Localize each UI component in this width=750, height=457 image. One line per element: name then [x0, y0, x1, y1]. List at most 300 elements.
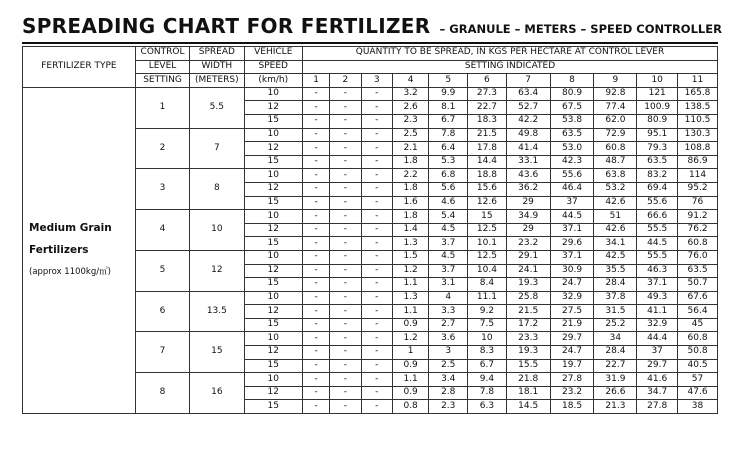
quantity-cell: - — [330, 332, 361, 346]
quantity-cell: 121 — [637, 87, 678, 101]
header-control-line2: LEVEL — [135, 60, 189, 74]
control-level-cell: 6 — [135, 291, 189, 332]
quantity-cell: - — [361, 305, 392, 319]
vehicle-speed-cell: 10 — [244, 291, 303, 305]
quantity-cell: - — [330, 291, 361, 305]
quantity-cell: 52.7 — [506, 101, 550, 115]
quantity-cell: - — [361, 87, 392, 101]
quantity-cell: - — [330, 305, 361, 319]
quantity-cell: 29.7 — [550, 332, 594, 346]
quantity-cell: 1.3 — [392, 291, 429, 305]
quantity-cell: 31.5 — [594, 305, 637, 319]
quantity-cell: - — [303, 128, 330, 142]
quantity-cell: 72.9 — [594, 128, 637, 142]
quantity-cell: 63.5 — [550, 128, 594, 142]
fertilizer-name-line2: Fertilizers — [29, 244, 89, 257]
quantity-cell: 4 — [429, 291, 468, 305]
quantity-cell: 29 — [506, 223, 550, 237]
quantity-cell: 0.9 — [392, 359, 429, 373]
quantity-cell: 1.1 — [392, 305, 429, 319]
quantity-cell: 24.7 — [550, 346, 594, 360]
quantity-cell: - — [303, 101, 330, 115]
quantity-cell: 14.4 — [468, 155, 507, 169]
quantity-cell: - — [361, 346, 392, 360]
quantity-cell: 51 — [594, 210, 637, 224]
quantity-cell: 22.7 — [468, 101, 507, 115]
quantity-cell: - — [303, 237, 330, 251]
control-level-cell: 7 — [135, 332, 189, 373]
quantity-cell: 10.4 — [468, 264, 507, 278]
quantity-cell: 4.5 — [429, 223, 468, 237]
quantity-cell: 69.4 — [637, 182, 678, 196]
header-control-line3: SETTING — [135, 74, 189, 88]
quantity-cell: 92.8 — [594, 87, 637, 101]
header-vehicle-line1: VEHICLE — [244, 47, 303, 61]
quantity-cell: 3.2 — [392, 87, 429, 101]
control-level-cell: 8 — [135, 373, 189, 414]
quantity-cell: 5.6 — [429, 182, 468, 196]
quantity-cell: 25.2 — [594, 318, 637, 332]
quantity-cell: 4.5 — [429, 250, 468, 264]
quantity-cell: 34.1 — [594, 237, 637, 251]
vehicle-speed-cell: 12 — [244, 305, 303, 319]
quantity-cell: 6.8 — [429, 169, 468, 183]
header-spread-line1: SPREAD — [190, 47, 244, 61]
quantity-cell: 6.7 — [429, 114, 468, 128]
quantity-cell: - — [303, 373, 330, 387]
quantity-cell: 2.7 — [429, 318, 468, 332]
title-subtitle: – GRANULE – METERS – SPEED CONTROLLER — [439, 22, 722, 36]
quantity-cell: - — [303, 359, 330, 373]
quantity-cell: 1.8 — [392, 182, 429, 196]
header-control-line1: CONTROL — [135, 47, 189, 61]
spreading-chart-table — [22, 46, 718, 414]
vehicle-speed-cell: 15 — [244, 400, 303, 414]
vehicle-speed-cell: 15 — [244, 196, 303, 210]
quantity-cell: 10.1 — [468, 237, 507, 251]
chart-title — [22, 14, 722, 40]
quantity-cell: 0.8 — [392, 400, 429, 414]
control-level-cell: 3 — [135, 169, 189, 210]
header-lever-setting: 1 — [303, 74, 330, 88]
quantity-cell: - — [330, 237, 361, 251]
quantity-cell: 18.5 — [550, 400, 594, 414]
header-lever-setting: 8 — [550, 74, 594, 88]
vehicle-speed-cell: 12 — [244, 386, 303, 400]
header-vehicle-line2: SPEED — [244, 60, 303, 74]
quantity-cell: 37.1 — [550, 223, 594, 237]
quantity-cell: - — [330, 128, 361, 142]
quantity-cell: - — [330, 359, 361, 373]
quantity-cell: - — [303, 332, 330, 346]
control-level-cell: 5 — [135, 250, 189, 291]
quantity-cell: - — [303, 305, 330, 319]
quantity-cell: 41.6 — [637, 373, 678, 387]
quantity-cell: 24.1 — [506, 264, 550, 278]
control-level-cell: 4 — [135, 210, 189, 251]
quantity-cell: - — [303, 291, 330, 305]
quantity-cell: - — [361, 114, 392, 128]
quantity-cell: - — [330, 373, 361, 387]
quantity-cell: 1.1 — [392, 373, 429, 387]
spread-width-cell: 12 — [190, 250, 244, 291]
quantity-cell: 19.3 — [506, 278, 550, 292]
quantity-cell: 3.7 — [429, 264, 468, 278]
quantity-cell: 17.2 — [506, 318, 550, 332]
quantity-cell: 77.4 — [594, 101, 637, 115]
quantity-cell: - — [303, 87, 330, 101]
quantity-cell: 19.7 — [550, 359, 594, 373]
quantity-cell: 3.6 — [429, 332, 468, 346]
vehicle-speed-cell: 10 — [244, 332, 303, 346]
header-lever-setting: 5 — [429, 74, 468, 88]
quantity-cell: 46.4 — [550, 182, 594, 196]
quantity-cell: - — [303, 386, 330, 400]
quantity-cell: - — [330, 87, 361, 101]
quantity-cell: - — [361, 155, 392, 169]
quantity-cell: 32.9 — [550, 291, 594, 305]
quantity-cell: - — [303, 114, 330, 128]
quantity-cell: 63.5 — [637, 155, 678, 169]
fertilizer-density: (approx 1100kg/㎥) — [29, 267, 111, 278]
quantity-cell: 8.3 — [468, 346, 507, 360]
quantity-cell: 91.2 — [678, 210, 718, 224]
spread-width-cell: 13.5 — [190, 291, 244, 332]
quantity-cell: 110.5 — [678, 114, 718, 128]
quantity-cell: 35.5 — [594, 264, 637, 278]
quantity-cell: 3.3 — [429, 305, 468, 319]
quantity-cell: 9.9 — [429, 87, 468, 101]
quantity-cell: 28.4 — [594, 346, 637, 360]
table-row — [23, 87, 718, 101]
quantity-cell: 28.4 — [594, 278, 637, 292]
quantity-cell: - — [361, 332, 392, 346]
quantity-cell: - — [330, 278, 361, 292]
quantity-cell: 11.1 — [468, 291, 507, 305]
spread-width-cell: 5.5 — [190, 87, 244, 128]
quantity-cell: 21.5 — [468, 128, 507, 142]
quantity-cell: 22.7 — [594, 359, 637, 373]
quantity-cell: 15 — [468, 210, 507, 224]
quantity-cell: 41.4 — [506, 142, 550, 156]
quantity-cell: 21.5 — [506, 305, 550, 319]
quantity-cell: 1.5 — [392, 250, 429, 264]
quantity-cell: 1.2 — [392, 264, 429, 278]
quantity-cell: - — [361, 373, 392, 387]
quantity-cell: 29 — [506, 196, 550, 210]
quantity-cell: 18.8 — [468, 169, 507, 183]
quantity-cell: 86.9 — [678, 155, 718, 169]
quantity-cell: 9.4 — [468, 373, 507, 387]
quantity-cell: - — [303, 278, 330, 292]
quantity-cell: 67.5 — [550, 101, 594, 115]
quantity-cell: 1.3 — [392, 237, 429, 251]
quantity-cell: 26.6 — [594, 386, 637, 400]
quantity-cell: - — [330, 114, 361, 128]
quantity-cell: 3.1 — [429, 278, 468, 292]
quantity-cell: 34.9 — [506, 210, 550, 224]
vehicle-speed-cell: 15 — [244, 278, 303, 292]
quantity-cell: - — [303, 182, 330, 196]
header-quantity-line1: QUANTITY TO BE SPREAD, IN KGS PER HECTARE AT CONTROL LEVER — [303, 47, 718, 61]
spread-width-cell: 7 — [190, 128, 244, 169]
vehicle-speed-cell: 15 — [244, 155, 303, 169]
quantity-cell: 46.3 — [637, 264, 678, 278]
quantity-cell: 60.8 — [678, 332, 718, 346]
quantity-cell: 40.5 — [678, 359, 718, 373]
quantity-cell: 19.3 — [506, 346, 550, 360]
quantity-cell: 31.9 — [594, 373, 637, 387]
quantity-cell: 43.6 — [506, 169, 550, 183]
quantity-cell: 63.8 — [594, 169, 637, 183]
quantity-cell: 66.6 — [637, 210, 678, 224]
fertilizer-name-line1: Medium Grain — [29, 222, 112, 235]
quantity-cell: 53.8 — [550, 114, 594, 128]
quantity-cell: 21.3 — [594, 400, 637, 414]
quantity-cell: - — [330, 142, 361, 156]
quantity-cell: 12.5 — [468, 250, 507, 264]
header-vehicle-line3: (km/h) — [244, 74, 303, 88]
quantity-cell: 1 — [392, 346, 429, 360]
quantity-cell: 67.6 — [678, 291, 718, 305]
quantity-cell: 1.4 — [392, 223, 429, 237]
quantity-cell: - — [330, 346, 361, 360]
quantity-cell: 6.7 — [468, 359, 507, 373]
quantity-cell: 42.3 — [550, 155, 594, 169]
quantity-cell: 62.0 — [594, 114, 637, 128]
quantity-cell: - — [303, 155, 330, 169]
quantity-cell: 1.1 — [392, 278, 429, 292]
quantity-cell: 5.3 — [429, 155, 468, 169]
quantity-cell: 23.3 — [506, 332, 550, 346]
quantity-cell: 63.5 — [678, 264, 718, 278]
quantity-cell: - — [330, 210, 361, 224]
quantity-cell: 30.9 — [550, 264, 594, 278]
quantity-cell: 1.6 — [392, 196, 429, 210]
quantity-cell: 34 — [594, 332, 637, 346]
quantity-cell: 1.2 — [392, 332, 429, 346]
quantity-cell: 18.1 — [506, 386, 550, 400]
vehicle-speed-cell: 12 — [244, 142, 303, 156]
quantity-cell: 55.6 — [550, 169, 594, 183]
quantity-cell: 37 — [550, 196, 594, 210]
quantity-cell: 23.2 — [506, 237, 550, 251]
quantity-cell: - — [330, 386, 361, 400]
quantity-cell: 21.8 — [506, 373, 550, 387]
quantity-cell: 12.6 — [468, 196, 507, 210]
fertilizer-type-cell — [23, 87, 136, 413]
quantity-cell: - — [361, 264, 392, 278]
quantity-cell: 15.6 — [468, 182, 507, 196]
vehicle-speed-cell: 10 — [244, 210, 303, 224]
header-lever-setting: 10 — [637, 74, 678, 88]
quantity-cell: 32.9 — [637, 318, 678, 332]
quantity-cell: 44.4 — [637, 332, 678, 346]
quantity-cell: 37 — [637, 346, 678, 360]
quantity-cell: 44.5 — [550, 210, 594, 224]
spread-width-cell: 10 — [190, 210, 244, 251]
quantity-cell: 44.5 — [637, 237, 678, 251]
quantity-cell: - — [330, 318, 361, 332]
vehicle-speed-cell: 10 — [244, 87, 303, 101]
quantity-cell: 165.8 — [678, 87, 718, 101]
quantity-cell: 80.9 — [550, 87, 594, 101]
quantity-cell: - — [303, 346, 330, 360]
header-quantity-line2: SETTING INDICATED — [303, 60, 718, 74]
header-lever-setting: 11 — [678, 74, 718, 88]
quantity-cell: 2.2 — [392, 169, 429, 183]
quantity-cell: 2.3 — [392, 114, 429, 128]
quantity-cell: 0.9 — [392, 318, 429, 332]
vehicle-speed-cell: 15 — [244, 114, 303, 128]
quantity-cell: 2.8 — [429, 386, 468, 400]
quantity-cell: 7.8 — [429, 128, 468, 142]
quantity-cell: - — [330, 155, 361, 169]
quantity-cell: 50.7 — [678, 278, 718, 292]
quantity-cell: 23.2 — [550, 386, 594, 400]
quantity-cell: 42.6 — [594, 223, 637, 237]
quantity-cell: 33.1 — [506, 155, 550, 169]
quantity-cell: 42.5 — [594, 250, 637, 264]
quantity-cell: 29.1 — [506, 250, 550, 264]
quantity-cell: 5.4 — [429, 210, 468, 224]
quantity-cell: 1.8 — [392, 210, 429, 224]
quantity-cell: 79.3 — [637, 142, 678, 156]
quantity-cell: 2.1 — [392, 142, 429, 156]
quantity-cell: 53.2 — [594, 182, 637, 196]
quantity-cell: 34.7 — [637, 386, 678, 400]
quantity-cell: 56.4 — [678, 305, 718, 319]
header-spread-line2: WIDTH — [190, 60, 244, 74]
vehicle-speed-cell: 15 — [244, 359, 303, 373]
quantity-cell: 49.8 — [506, 128, 550, 142]
quantity-cell: 114 — [678, 169, 718, 183]
quantity-cell: 108.8 — [678, 142, 718, 156]
quantity-cell: 55.6 — [637, 196, 678, 210]
quantity-cell: 6.3 — [468, 400, 507, 414]
quantity-cell: 2.3 — [429, 400, 468, 414]
quantity-cell: 42.2 — [506, 114, 550, 128]
quantity-cell: 17.8 — [468, 142, 507, 156]
quantity-cell: 53.0 — [550, 142, 594, 156]
quantity-cell: - — [303, 250, 330, 264]
quantity-cell: 60.8 — [594, 142, 637, 156]
quantity-cell: 7.5 — [468, 318, 507, 332]
quantity-cell: 0.9 — [392, 386, 429, 400]
quantity-cell: 80.9 — [637, 114, 678, 128]
quantity-cell: - — [330, 182, 361, 196]
quantity-cell: - — [361, 250, 392, 264]
quantity-cell: 36.2 — [506, 182, 550, 196]
quantity-cell: 21.9 — [550, 318, 594, 332]
quantity-cell: 41.1 — [637, 305, 678, 319]
quantity-cell: - — [330, 169, 361, 183]
quantity-cell: - — [361, 210, 392, 224]
quantity-cell: 48.7 — [594, 155, 637, 169]
quantity-cell: 9.2 — [468, 305, 507, 319]
control-level-cell: 1 — [135, 87, 189, 128]
vehicle-speed-cell: 15 — [244, 237, 303, 251]
quantity-cell: 8.4 — [468, 278, 507, 292]
vehicle-speed-cell: 10 — [244, 373, 303, 387]
header-fertilizer-type: FERTILIZER TYPE — [23, 47, 136, 88]
quantity-cell: 3.4 — [429, 373, 468, 387]
quantity-cell: 37.8 — [594, 291, 637, 305]
quantity-cell: 24.7 — [550, 278, 594, 292]
quantity-cell: 15.5 — [506, 359, 550, 373]
quantity-cell: - — [330, 250, 361, 264]
quantity-cell: 8.1 — [429, 101, 468, 115]
vehicle-speed-cell: 12 — [244, 182, 303, 196]
quantity-cell: - — [361, 359, 392, 373]
quantity-cell: - — [361, 142, 392, 156]
quantity-cell: 38 — [678, 400, 718, 414]
quantity-cell: 12.5 — [468, 223, 507, 237]
quantity-cell: 76.2 — [678, 223, 718, 237]
quantity-cell: - — [361, 169, 392, 183]
quantity-cell: 37.1 — [637, 278, 678, 292]
quantity-cell: 49.3 — [637, 291, 678, 305]
quantity-cell: 2.5 — [429, 359, 468, 373]
header-lever-setting: 9 — [594, 74, 637, 88]
quantity-cell: - — [361, 101, 392, 115]
quantity-cell: 50.8 — [678, 346, 718, 360]
quantity-cell: 27.5 — [550, 305, 594, 319]
quantity-cell: - — [361, 386, 392, 400]
quantity-cell: - — [330, 101, 361, 115]
quantity-cell: - — [361, 291, 392, 305]
header-lever-setting: 7 — [506, 74, 550, 88]
quantity-cell: 29.6 — [550, 237, 594, 251]
quantity-cell: - — [303, 264, 330, 278]
quantity-cell: 76.0 — [678, 250, 718, 264]
control-level-cell: 2 — [135, 128, 189, 169]
quantity-cell: 10 — [468, 332, 507, 346]
quantity-cell: - — [303, 210, 330, 224]
quantity-cell: 47.6 — [678, 386, 718, 400]
vehicle-speed-cell: 12 — [244, 223, 303, 237]
quantity-cell: 37.1 — [550, 250, 594, 264]
quantity-cell: 27.8 — [637, 400, 678, 414]
spread-width-cell: 8 — [190, 169, 244, 210]
header-lever-setting: 3 — [361, 74, 392, 88]
quantity-cell: 130.3 — [678, 128, 718, 142]
vehicle-speed-cell: 12 — [244, 101, 303, 115]
quantity-cell: 18.3 — [468, 114, 507, 128]
quantity-cell: - — [303, 223, 330, 237]
quantity-cell: - — [361, 400, 392, 414]
quantity-cell: 27.8 — [550, 373, 594, 387]
quantity-cell: 55.5 — [637, 250, 678, 264]
quantity-cell: 60.8 — [678, 237, 718, 251]
title-main: SPREADING CHART FOR FERTILIZER — [22, 14, 431, 38]
quantity-cell: - — [330, 223, 361, 237]
vehicle-speed-cell: 10 — [244, 128, 303, 142]
quantity-cell: - — [330, 196, 361, 210]
quantity-cell: - — [361, 278, 392, 292]
title-underline — [22, 42, 718, 44]
quantity-cell: 2.5 — [392, 128, 429, 142]
quantity-cell: - — [303, 400, 330, 414]
quantity-cell: - — [303, 196, 330, 210]
quantity-cell: 6.4 — [429, 142, 468, 156]
quantity-cell: 95.2 — [678, 182, 718, 196]
header-lever-setting: 6 — [468, 74, 507, 88]
quantity-cell: 55.5 — [637, 223, 678, 237]
quantity-cell: - — [303, 169, 330, 183]
quantity-cell: - — [303, 318, 330, 332]
quantity-cell: 45 — [678, 318, 718, 332]
